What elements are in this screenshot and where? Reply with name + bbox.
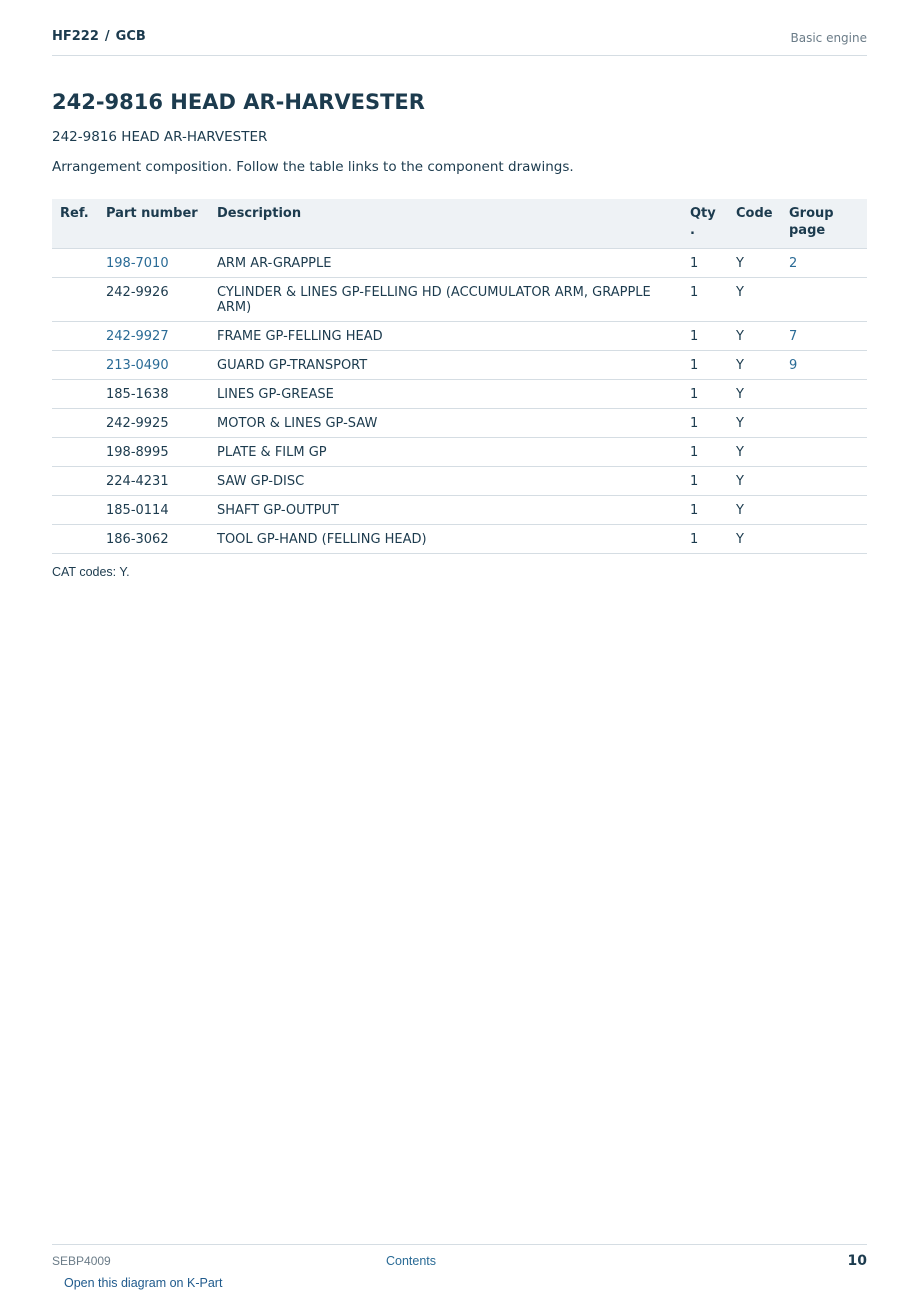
cell-code: Y [728,380,781,409]
header-breadcrumb [52,29,146,44]
cell-description: CYLINDER & LINES GP-FELLING HD (ACCUMULATOR ARM, GRAPPLE ARM) [209,278,682,322]
cell-description: LINES GP-GREASE [209,380,682,409]
header-separator: / [104,29,110,44]
column-header-description: Description [209,199,682,249]
cell-part-number: 185-0114 [98,496,209,525]
cell-description: SAW GP-DISC [209,467,682,496]
cell-part-number [98,249,209,278]
cell-qty: 1 [682,322,728,351]
cell-group-page [781,525,867,554]
table-row [52,351,867,380]
cell-ref [52,249,98,278]
cell-group-page [781,409,867,438]
column-header-ref: Ref. [52,199,98,249]
cell-code: Y [728,409,781,438]
page-title: 242-9816 HEAD AR-HARVESTER [52,90,425,114]
cell-code: Y [728,525,781,554]
cat-codes-note: CAT codes: Y. [52,565,130,579]
cell-description: MOTOR & LINES GP-SAW [209,409,682,438]
column-header-part-number: Part number [98,199,209,249]
group-page-link[interactable]: 2 [789,256,798,271]
cell-ref [52,409,98,438]
cell-code: Y [728,496,781,525]
cell-group-page [781,496,867,525]
cell-ref [52,467,98,496]
cell-qty: 1 [682,351,728,380]
group-page-link[interactable]: 9 [789,358,798,373]
header-model: HF222 [52,29,99,44]
cell-qty: 1 [682,525,728,554]
cell-group-page [781,467,867,496]
cell-description: GUARD GP-TRANSPORT [209,351,682,380]
cell-ref [52,438,98,467]
cell-code: Y [728,467,781,496]
cell-group-page [781,322,867,351]
part-number-link[interactable]: 213-0490 [106,358,169,373]
cell-qty: 1 [682,467,728,496]
cell-part-number: 198-8995 [98,438,209,467]
table-header-row [52,199,867,249]
page-header [52,28,867,56]
table-row [52,496,867,525]
cell-code: Y [728,438,781,467]
table-row [52,409,867,438]
cell-description: ARM AR-GRAPPLE [209,249,682,278]
cell-group-page [781,380,867,409]
footer-doc-id: SEBP4009 [52,1254,111,1268]
cell-ref [52,278,98,322]
column-header-qty: Qty . [682,199,728,249]
cell-part-number: 224-4231 [98,467,209,496]
table-row [52,380,867,409]
cell-part-number: 185-1638 [98,380,209,409]
cell-ref [52,525,98,554]
table-row [52,438,867,467]
cell-qty: 1 [682,496,728,525]
cell-part-number [98,351,209,380]
cell-qty: 1 [682,278,728,322]
page-footer [52,1244,867,1274]
table-row [52,322,867,351]
cell-part-number: 242-9925 [98,409,209,438]
header-section: Basic engine [790,31,867,45]
cell-code: Y [728,249,781,278]
cell-code: Y [728,278,781,322]
cell-part-number: 242-9926 [98,278,209,322]
kpart-diagram-link[interactable]: Open this diagram on K-Part [64,1276,223,1290]
cell-group-page [781,438,867,467]
cell-description: TOOL GP-HAND (FELLING HEAD) [209,525,682,554]
column-header-group-page: Group page [781,199,867,249]
column-header-code: Code [728,199,781,249]
intro-text: Arrangement composition. Follow the table links to the component drawings. [52,159,574,175]
part-number-link[interactable]: 198-7010 [106,256,169,271]
cell-qty: 1 [682,380,728,409]
cell-ref [52,351,98,380]
page-subtitle: 242-9816 HEAD AR-HARVESTER [52,129,268,145]
cell-description: SHAFT GP-OUTPUT [209,496,682,525]
cell-part-number [98,322,209,351]
cell-code: Y [728,322,781,351]
cell-group-page [781,351,867,380]
table-row [52,525,867,554]
cell-part-number: 186-3062 [98,525,209,554]
contents-link[interactable]: Contents [386,1254,437,1268]
parts-table-body [52,249,867,554]
cell-ref [52,380,98,409]
header-code: GCB [115,29,146,44]
cell-group-page [781,249,867,278]
group-page-link[interactable]: 7 [789,329,798,344]
part-number-link[interactable]: 242-9927 [106,329,169,344]
cell-description: PLATE & FILM GP [209,438,682,467]
page-number: 10 [847,1253,867,1269]
cell-description: FRAME GP-FELLING HEAD [209,322,682,351]
cell-ref [52,496,98,525]
cell-qty: 1 [682,249,728,278]
table-row [52,278,867,322]
cell-ref [52,322,98,351]
cell-qty: 1 [682,409,728,438]
cell-code: Y [728,351,781,380]
cell-group-page [781,278,867,322]
table-row [52,249,867,278]
cell-qty: 1 [682,438,728,467]
parts-table [52,199,867,554]
table-row [52,467,867,496]
